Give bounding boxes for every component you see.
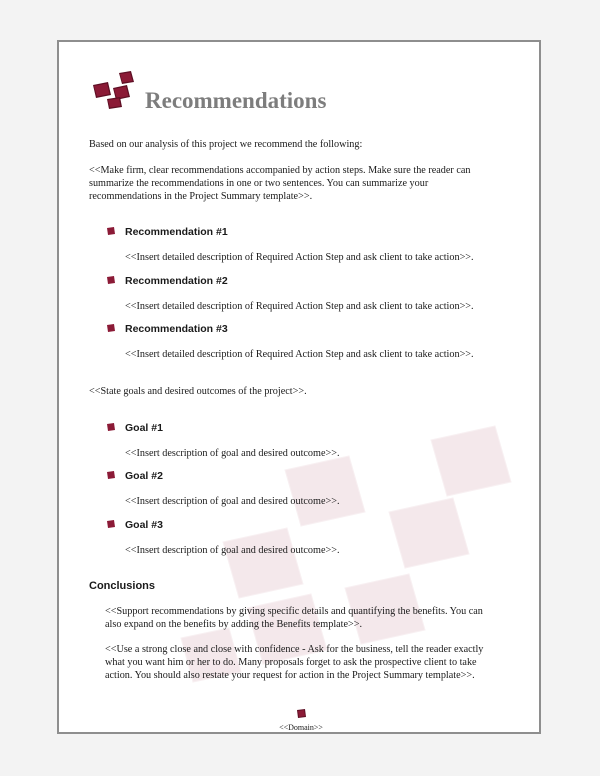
make-firm-line-1: <<Make firm, clear recommendations accompanied by action steps. Make sure the reader can: [89, 165, 471, 176]
goal-2-desc: <<Insert description of goal and desired outcome>>.: [125, 496, 340, 507]
recommendation-2-heading: Recommendation #2: [125, 275, 228, 287]
goal-2-heading: Goal #2: [125, 470, 163, 482]
footer-domain: <<Domain>>: [279, 723, 323, 732]
bullet-diamond-icon: [106, 422, 116, 432]
bullet-diamond-icon: [106, 470, 116, 480]
recommendation-3-desc: <<Insert detailed description of Required Action Step and ask client to take action>>.: [125, 349, 474, 360]
conclusions-p2-line-2: what you want him or her to do. Many proposals forget to ask the prospective client to take: [105, 657, 477, 668]
goal-1-desc: <<Insert description of goal and desired outcome>>.: [125, 448, 340, 459]
intro-text: Based on our analysis of this project we recommend the following:: [89, 139, 363, 150]
recommendation-2-desc: <<Insert detailed description of Required Action Step and ask client to take action>>.: [125, 301, 474, 312]
goals-intro-text: <<State goals and desired outcomes of the project>>.: [89, 386, 307, 397]
logo-tiles-icon: [87, 70, 143, 114]
conclusions-p2-line-1: <<Use a strong close and close with confidence - Ask for the business, tell the reader exactly: [105, 644, 484, 655]
bullet-diamond-icon: [106, 323, 116, 333]
recommendation-1-heading: Recommendation #1: [125, 226, 228, 238]
goal-3-heading: Goal #3: [125, 519, 163, 531]
goal-1-heading: Goal #1: [125, 422, 163, 434]
goal-3-desc: <<Insert description of goal and desired outcome>>.: [125, 545, 340, 556]
footer-tile-icon: [294, 708, 308, 720]
recommendation-3-heading: Recommendation #3: [125, 323, 228, 335]
make-firm-line-2: summarize the recommendations in one or two sentences. You can summarize your: [89, 178, 429, 189]
conclusions-p2-line-3: action. You should also restate your request for action in the Project Summary template>>.: [105, 670, 475, 681]
conclusions-p1-line-2: also expand on the benefits by adding the Benefits template>>.: [105, 619, 363, 630]
bullet-diamond-icon: [106, 226, 116, 236]
recommendation-1-desc: <<Insert detailed description of Required Action Step and ask client to take action>>.: [125, 252, 474, 263]
make-firm-line-3: recommendations in the Project Summary template>>.: [89, 191, 313, 202]
bullet-diamond-icon: [106, 275, 116, 285]
conclusions-heading: Conclusions: [89, 580, 156, 592]
document-page: [57, 40, 541, 734]
page-title: Recommendations: [145, 88, 327, 113]
conclusions-p1-line-1: <<Support recommendations by giving specific details and quantifying the benefits. You can: [105, 606, 483, 617]
bullet-diamond-icon: [106, 519, 116, 529]
